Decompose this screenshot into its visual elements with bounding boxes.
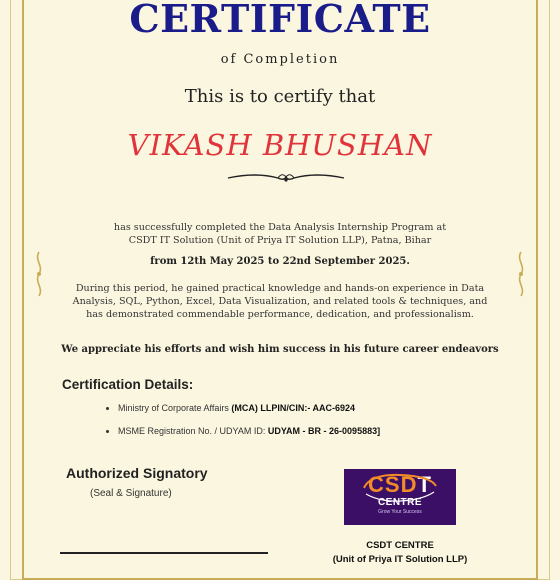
signatory-subtitle: (Seal & Signature)	[90, 488, 172, 499]
logo-wordmark-right: T	[417, 472, 432, 497]
appreciation-line: We appreciate his efforts and wish him success in his future career endeavors	[61, 344, 499, 355]
recipient-name: VIKASH BHUSHAN	[127, 128, 433, 162]
ornament-divider-icon	[226, 168, 346, 186]
logo-centre-text: CENTRE	[377, 497, 423, 508]
certificate-title: CERTIFICATE	[129, 0, 431, 41]
completion-line-1: has successfully completed the Data Analysis Internship Program at	[113, 222, 447, 233]
certificate-subtitle: of Completion	[220, 52, 340, 67]
detail-value: UDYAM - BR - 26-0095883]	[267, 426, 381, 436]
detail-label: Ministry of Corporate Affairs	[118, 403, 232, 413]
period-line-3: has demonstrated commendable performance, dedication, and professionalism.	[86, 309, 474, 320]
bullet-icon	[106, 407, 109, 410]
detail-item-mca	[118, 403, 355, 413]
signatory-title: Authorized Signatory	[66, 465, 208, 481]
logo-tagline: Grow Your Success	[378, 509, 422, 515]
details-heading: Certification Details:	[62, 377, 194, 392]
signature-line	[60, 552, 268, 554]
internship-dates: from 12th May 2025 to 22nd September 2025.	[150, 256, 410, 267]
csdt-logo	[344, 469, 456, 525]
detail-value: (MCA) LLPIN/CIN:- AAC-6924	[231, 403, 356, 413]
logo-swoosh-icon	[360, 472, 440, 504]
certify-line: This is to certify that	[184, 86, 376, 107]
issuer-name: CSDT CENTRE	[366, 540, 434, 551]
period-line-1: During this period, he gained practical knowledge and hands-on experience in Data	[75, 283, 485, 294]
bullet-icon	[106, 430, 109, 433]
detail-item-msme	[118, 426, 380, 436]
detail-label: MSME Registration No. / UDYAM ID:	[118, 426, 268, 436]
completion-statement	[60, 221, 500, 247]
period-line-2: Analysis, SQL, Python, Excel, Data Visualization, and related tools & techniques, and	[72, 296, 488, 307]
completion-line-2: CSDT IT Solution (Unit of Priya IT Solution LLP), Patna, Bihar	[128, 235, 432, 246]
logo-wordmark-left: CSD	[368, 472, 418, 497]
issuer-subtitle: (Unit of Priya IT Solution LLP)	[332, 554, 468, 565]
period-statement	[54, 282, 506, 321]
